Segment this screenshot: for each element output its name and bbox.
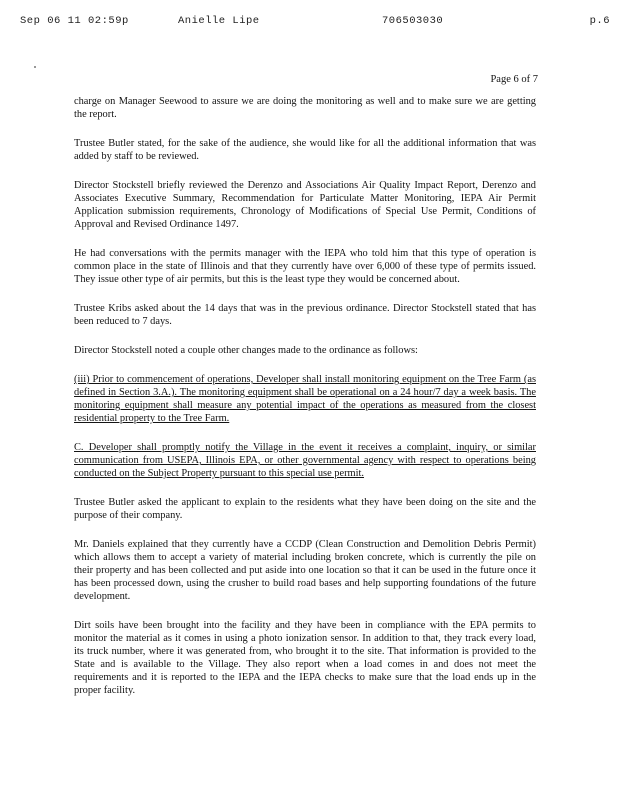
- paragraph-kribs-days: Trustee Kribs asked about the 14 days that was in the previous ordinance. Director Stockstell stated that has been reduced to 7 days.: [74, 303, 536, 327]
- paragraph-stockstell-reviewed: Director Stockstell briefly reviewed the Derenzo and Associations Air Quality Impact Report, Derenzo and Associates Executive Summary, Recommendation for Particulate Matter Monitoring, IEPA Air Permit Application submission requirements, Chronology of Modifications of Special Use Permit, Conditions of Approval and Revised Ordinance 1497.: [74, 180, 536, 230]
- page-number: Page 6 of 7: [490, 74, 538, 85]
- paragraph-butler-asks: Trustee Butler asked the applicant to explain to the residents what they have been doing on the site and the purpose of their company.: [74, 497, 536, 521]
- paragraph-butler-review: Trustee Butler stated, for the sake of the audience, she would like for all the additional information that was added by staff to be reviewed.: [74, 138, 536, 162]
- document-body: [74, 95, 536, 713]
- paragraph-condition-c: C. Developer shall promptly notify the Village in the event it receives a complaint, inquiry, or similar communication from USEPA, Illinois EPA, or other governmental agency with respect to operations being conducted on the Subject Property pursuant to this special use permit.: [74, 442, 536, 479]
- fax-page: p.6: [589, 15, 610, 27]
- paragraph-iepa-conversation: He had conversations with the permits manager with the IEPA who told him that this type of operation is common place in the state of Illinois and that they currently have over 6,000 of these type of permits issued. They issue other type of air permits, but this is the least type they would be concerned about.: [74, 248, 536, 285]
- paragraph-daniels-ccdp: Mr. Daniels explained that they currently have a CCDP (Clean Construction and Demolition Debris Permit) which allows them to accept a variety of material including broken concrete, which is currently the pile on their property and has been collected and put aside into one location so that it can be used in the future once it has been processed down, using the crusher to build road bases and help supporting foundations of the future development.: [74, 539, 536, 602]
- fax-sender: Anielle Lipe: [178, 15, 260, 27]
- paragraph-ordinance-changes: Director Stockstell noted a couple other changes made to the ordinance as follows:: [74, 345, 418, 356]
- scan-speck: [34, 66, 36, 68]
- paragraph-dirt-soils: Dirt soils have been brought into the facility and they have been in compliance with the EPA permits to monitor the material as it comes in using a photo ionization sensor. In addition to that, they track every load, its truck number, where it was generated from, who brought it to the site. That information is provided to the State and is available to the Village. They also report when a load comes in and does not meet the requirements and it is reported to the IEPA and the IEPA checks to make sure that the load ends up in the proper facility.: [74, 620, 536, 696]
- fax-header: [20, 15, 610, 31]
- paragraph-monitoring-charge: charge on Manager Seewood to assure we are doing the monitoring as well and to make sure we are getting the report.: [74, 96, 536, 120]
- fax-date-time: Sep 06 11 02:59p: [20, 15, 129, 27]
- fax-phone: 706503030: [382, 15, 444, 27]
- paragraph-condition-iii: (iii) Prior to commencement of operations, Developer shall install monitoring equipment on the Tree Farm (as defined in Section 3.A.). The monitoring equipment shall be operational on a 24 hour/7 day a week basis. The monitoring equipment shall measure any potential impact of the operations as measured from the closest residential property to the Tree Farm.: [74, 374, 536, 424]
